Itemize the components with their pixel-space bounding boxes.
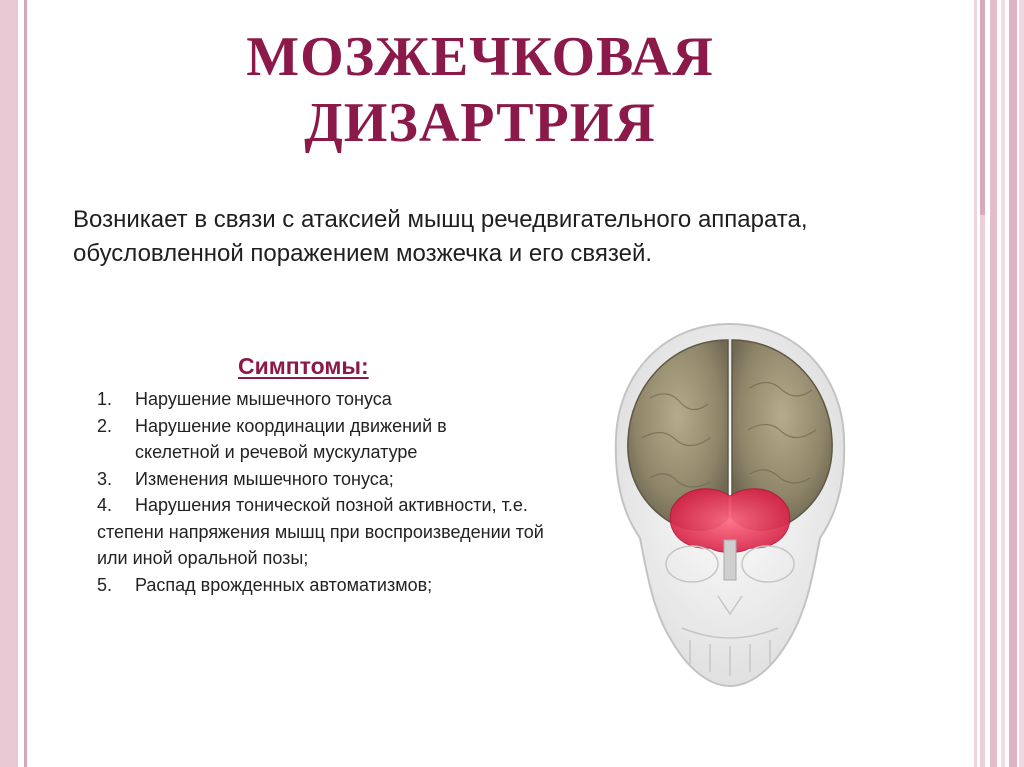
list-item xyxy=(97,386,557,413)
list-item-text: Нарушение координации движений в скелетной и речевой мускулатуре xyxy=(135,415,447,462)
list-item-number: 5. xyxy=(97,574,113,595)
list-item-number: 3. xyxy=(97,468,113,489)
slide-title xyxy=(200,24,760,156)
list-item-number: 2. xyxy=(97,415,113,436)
list-item xyxy=(97,413,557,466)
list-item-number: 4. xyxy=(97,495,113,515)
list-item xyxy=(97,572,557,599)
list-item-text: Нарушение мышечного тонуса xyxy=(135,389,392,409)
list-item-text: Нарушения тонической позной активности, т.е. степени напряжения мышц при воспроизведении той или иной оральной позы; xyxy=(97,495,544,568)
skull-brain-icon xyxy=(600,318,860,690)
title-line-1: МОЗЖЕЧКОВАЯ xyxy=(246,26,714,88)
list-item-number: 1. xyxy=(97,389,113,409)
list-item xyxy=(97,466,557,493)
symptoms-heading: Симптомы: xyxy=(238,353,369,379)
list-item-text: Изменения мышечного тонуса; xyxy=(135,468,394,489)
symptoms-list xyxy=(97,386,557,598)
list-item-text: Распад врожденных автоматизмов; xyxy=(135,574,433,595)
intro-paragraph: Возникает в связи с атаксией мышц речедвигательного аппарата, обусловленной поражением мозжечка и его связей. xyxy=(73,206,808,267)
title-line-2: ДИЗАРТРИЯ xyxy=(304,92,656,154)
left-frame-bar xyxy=(0,0,18,767)
left-frame-line xyxy=(24,0,27,767)
list-item xyxy=(97,492,547,572)
